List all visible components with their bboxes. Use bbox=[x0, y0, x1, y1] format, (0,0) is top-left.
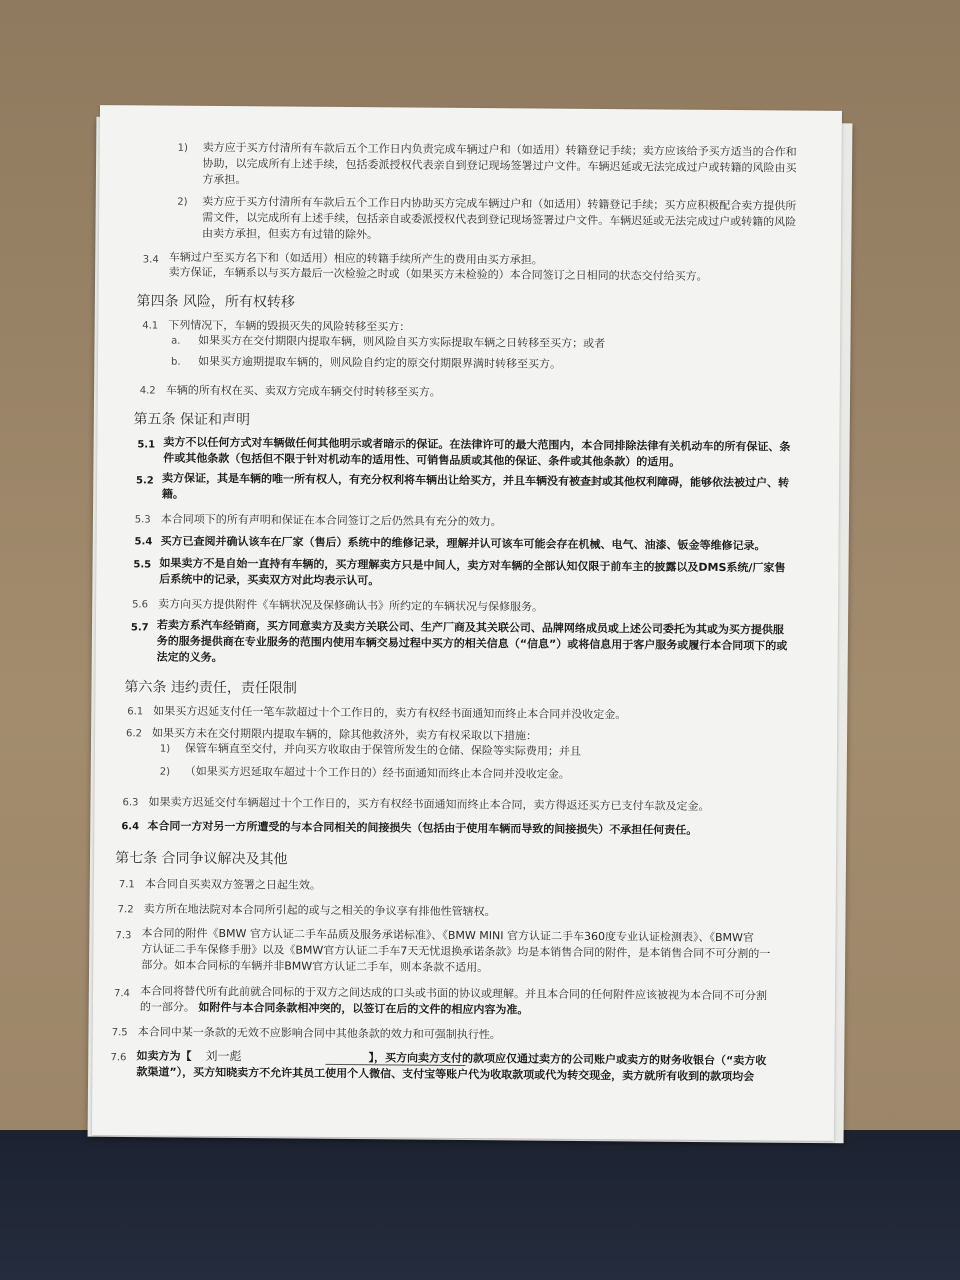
article-heading: 第七条 合同争议解决及其他 bbox=[115, 850, 288, 868]
paragraph-line: 卖方所在地法院对本合同所引起的或与之相关的争议享有排他性管辖权。 bbox=[143, 902, 496, 919]
item-number: 2) bbox=[159, 766, 171, 778]
clause-number: 7.4 bbox=[113, 988, 130, 1000]
clause-number: 5.5 bbox=[133, 559, 152, 571]
clause-number: 7.5 bbox=[111, 1027, 128, 1039]
contract-page bbox=[92, 105, 842, 1141]
paragraph-line: 如果买方逾期提取车辆的，则风险自约定的原交付期限界满时转移至买方。 bbox=[197, 354, 562, 371]
clause-number: 6.1 bbox=[127, 706, 144, 718]
clause-number: 5.2 bbox=[136, 475, 154, 487]
paragraph-line: 下列情况下，车辆的毁损灭失的风险转移至买方： bbox=[168, 318, 411, 334]
paragraph-line: 由卖方承担，但卖方有过错的除外。 bbox=[201, 226, 379, 242]
text-segment: 如卖方为【 bbox=[136, 1049, 192, 1063]
paragraph-line: 】，买方向卖方支付的款项应仅通过卖方的公司账户或卖方的财务收银台（“卖方收 bbox=[368, 1051, 767, 1068]
paragraph-line: 如果买方未在交付期限内提取车辆的，除其他救济外，卖方有权采取以下措施： bbox=[152, 726, 538, 743]
paragraph-line: 本合同的附件《BMW 官方认证二手车品质及服务承诺标准》、《BMW MINI 官方认证二手车360度专业认证检测表》、《BMW官 bbox=[141, 926, 754, 945]
clause-number: 7.1 bbox=[118, 879, 135, 891]
clause-number: 7.3 bbox=[115, 930, 132, 942]
paragraph-line: 务的服务提供商在专业服务的范围内使用车辆交易过程中买方的相关信息（“信息”）或将信息用于客户服务或履行本合同项下的或 bbox=[156, 634, 788, 653]
seller-name-value: 刘一彪 bbox=[205, 1048, 242, 1064]
paragraph-line: 协助，以完成所有上述手续，包括委派授权代表亲自到登记现场签署过户文件。车辆迟延或无法完成过户或转籍的风险由买 bbox=[202, 156, 797, 175]
clause-number: 5.7 bbox=[130, 622, 149, 634]
item-letter: b. bbox=[170, 356, 181, 368]
paragraph-line: 方承担。 bbox=[202, 172, 247, 187]
paragraph-line: 卖方应于买方付清所有车款后五个工作日内协助买方完成车辆过户和（如适用）转籍登记手续；买方应积极配合卖方提供所 bbox=[202, 194, 797, 213]
paragraph-line: 款渠道”），买方知晓卖方不允许其员工使用个人微信、支付宝等账户代为收取款项或代为转交现金，卖方就所有收到的款项均会 bbox=[136, 1065, 755, 1084]
clause-number: 5.6 bbox=[132, 599, 149, 611]
paragraph-line: 保管车辆直至交付，并向买方收取由于保管所发生的仓储、保险等实际费用；并且 bbox=[184, 741, 582, 758]
paragraph-line: 部分。如本合同标的车辆并非BMW官方认证二手车，则本条款不适用。 bbox=[141, 958, 489, 975]
article-heading: 第六条 违约责任，责任限制 bbox=[124, 679, 297, 697]
paragraph-line: 卖方向买方提供附件《车辆状况及保修确认书》所约定的车辆状况与保修服务。 bbox=[158, 597, 544, 614]
paragraph-line: 卖方保证，其是车辆的唯一所有权人，有充分权利将车辆出让给买方，并且车辆没有被查封或其他权利障碍，能够依法被过户、转 bbox=[162, 471, 790, 490]
paragraph-line: 方认证二手车保修手册》以及《BMW官方认证二手车7天无忧退换承诺条款》均是本销售合同的附件，是本销售合同不可分割的一 bbox=[141, 942, 771, 961]
clause-number: 6.2 bbox=[126, 728, 143, 740]
clause-number: 5.1 bbox=[137, 439, 156, 451]
paragraph-line: 后系统中的记录，买卖双方对此均表示认可。 bbox=[159, 572, 380, 588]
paragraph-line: 如果买方迟延支付任一笔车款超过十个工作日的，卖方有权经书面通知而终止本合同并没收定金。 bbox=[153, 704, 627, 722]
paragraph-line: 件或其他条款（包括但不限于针对机动车的适用性、可销售品质或其他的保证、条件或其他条款）的适用。 bbox=[163, 451, 681, 469]
paragraph-line: 法定的义务。 bbox=[156, 650, 223, 665]
paragraph-line: 需文件，以完成所有上述手续，包括亲自或委派授权代表到登记现场签署过户文件。车辆迟延或无法完成过户或转籍的风险 bbox=[202, 210, 797, 229]
desk-dark-edge bbox=[0, 1130, 960, 1280]
article-heading: 第五条 保证和声明 bbox=[133, 411, 251, 429]
paragraph-line: 如果卖方迟延交付车辆超过十个工作日的，买方有权经书面通知而终止本合同，卖方得返还买方已支付车款及定金。 bbox=[148, 795, 710, 813]
article-heading: 第四条 风险，所有权转移 bbox=[136, 293, 295, 311]
paragraph-line: 卖方应于买方付清所有车款后五个工作日内负责完成车辆过户和（如适用）转籍登记手续；卖方应该给予买方适当的合作和 bbox=[202, 140, 797, 159]
text-segment-bold: 如附件与本合同条款相冲突的，以签订在后的文件的相应内容为准。 bbox=[198, 1000, 529, 1017]
paragraph-line: 如果买方在交付期限内提取车辆，则风险自买方实际提取车辆之日转移至买方；或者 bbox=[198, 333, 606, 351]
item-number: 2) bbox=[177, 196, 188, 208]
paragraph-line: 本合同中某一条款的无效不应影响合同中其他条款的效力和可强制执行性。 bbox=[137, 1025, 501, 1042]
paragraph-line: 本合同将替代所有此前就合同标的于双方之间达成的口头或书面的协议或理解。并且本合同的任何附件应该被视为本合同不可分割 bbox=[140, 984, 768, 1003]
paragraph-line: 卖方不以任何方式对车辆做任何其他明示或者暗示的保证。在法律许可的最大范围内，本合同排除法律有关机动车的所有保证、条 bbox=[163, 435, 791, 454]
paragraph-line bbox=[136, 1049, 191, 1063]
paragraph-line: 本合同项下的所有声明和保证在本合同签订之后仍然具有充分的效力。 bbox=[160, 512, 502, 529]
paragraph-line: 若卖方系汽车经销商，买方同意卖方及卖方关联公司、生产厂商及其关联公司、品牌网络成员或上述公司委托为其或为买方提供服 bbox=[156, 618, 784, 637]
paragraph-line: （如果买方迟延取车超过十个工作日的）经书面通知而终止本合同并没收定金。 bbox=[184, 764, 570, 781]
clause-number: 7.2 bbox=[117, 904, 134, 916]
paragraph-line: 如果卖方不是自始一直持有车辆的，买方理解卖方只是中间人，卖方对车辆的全部认知仅限于前车主的披露以及DMS系统/厂家售 bbox=[159, 556, 786, 575]
text-segment: 的一部分。 bbox=[139, 1000, 195, 1014]
paragraph-line: 本合同一方对另一方所遭受的与本合同相关的间接损失（包括由于使用车辆而导致的间接损失）不承担任何责任。 bbox=[147, 819, 698, 837]
clause-number: 3.4 bbox=[142, 254, 159, 266]
item-number: 1) bbox=[159, 743, 171, 755]
paragraph-line: 卖方保证，车辆系以与买方最后一次检验之时或（如果买方未检验的）本合同签订之日相同的状态交付给买方。 bbox=[168, 265, 708, 283]
item-number: 1) bbox=[177, 142, 188, 154]
paragraph-line: 本合同自买卖双方签署之日起生效。 bbox=[144, 877, 321, 892]
clause-number: 6.3 bbox=[122, 797, 139, 809]
clause-number: 5.3 bbox=[134, 514, 151, 526]
paragraph-line bbox=[140, 1000, 529, 1017]
paragraph-line: 买方已查阅并确认该车在厂家（售后）系统中的维修记录，理解并认可该车可能会存在机械、电气、油漆、钣金等维修记录。 bbox=[160, 534, 766, 553]
paragraph-line: 籍。 bbox=[161, 487, 185, 501]
clause-number: 7.6 bbox=[110, 1052, 127, 1064]
clause-number: 6.4 bbox=[121, 821, 140, 833]
clause-number: 4.1 bbox=[142, 320, 159, 332]
paragraph-line: 车辆过户至买方名下和（如适用）相应的转籍手续所产生的费用由买方承担。 bbox=[168, 250, 543, 267]
item-letter: a. bbox=[171, 335, 181, 347]
clause-number: 5.4 bbox=[134, 536, 153, 548]
paragraph-line: 车辆的所有权在买、卖双方完成车辆交付时转移至买方。 bbox=[165, 383, 441, 399]
clause-number: 4.2 bbox=[139, 385, 156, 397]
